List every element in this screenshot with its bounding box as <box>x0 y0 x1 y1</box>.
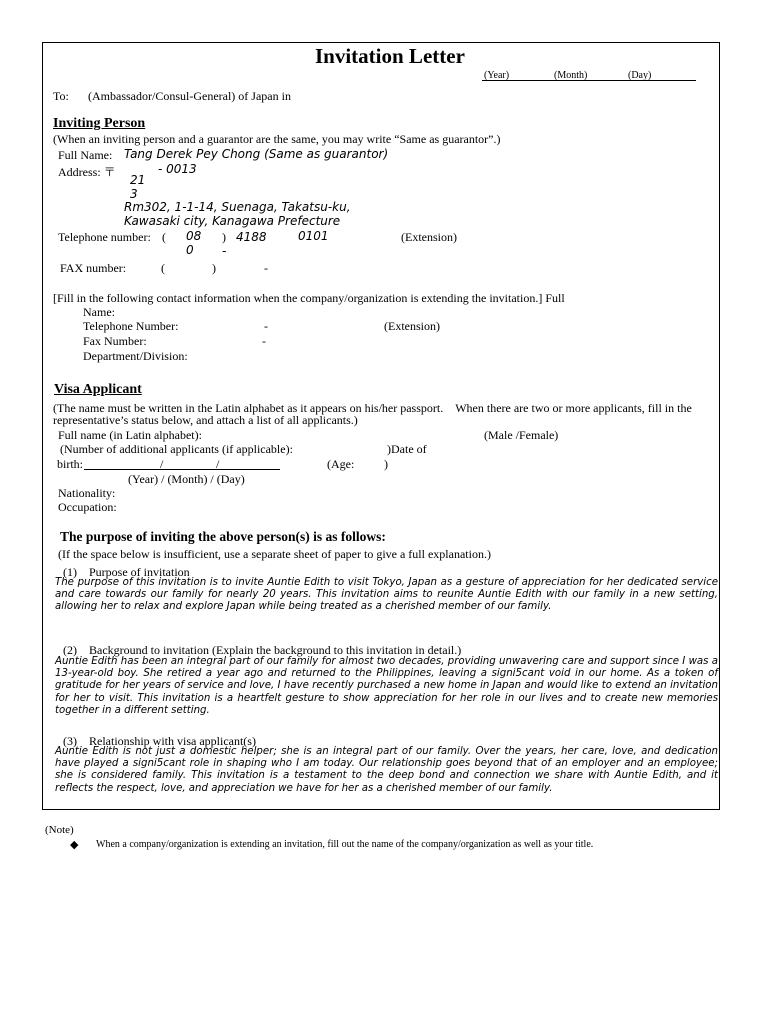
address-line-1[interactable]: Rm302, 1-1-14, Suenaga, Takatsu-ku, <box>124 200 351 214</box>
date-underline <box>482 80 696 81</box>
applicant-sex-label[interactable]: (Male /Female) <box>484 428 559 442</box>
purpose-heading: The purpose of inviting the above person(s) is as follows: <box>60 529 386 544</box>
fax-dash: - <box>264 261 268 275</box>
date-year-label: (Year) <box>484 70 510 81</box>
telephone-close-paren: ) <box>222 230 226 244</box>
to-label: To: <box>53 89 69 103</box>
fax-label: FAX number: <box>60 261 127 275</box>
visa-applicant-heading: Visa Applicant <box>54 382 142 397</box>
company-fax-label: Fax Number: <box>83 334 147 348</box>
birth-date-underline <box>84 469 280 470</box>
age-label: (Age: <box>327 457 355 471</box>
company-instruction: [Fill in the following contact information when the company/organization is extending the invitation.] Full <box>53 291 565 305</box>
company-fax-dash: - <box>262 334 266 348</box>
applicant-full-name-label: Full name (in Latin alphabet): <box>58 428 202 442</box>
postal-code-suffix[interactable]: - 0013 <box>158 162 197 176</box>
address-line-2[interactable]: Kawasaki city, Kanagawa Prefecture <box>124 214 341 228</box>
company-department-label: Department/Division: <box>83 349 188 363</box>
address-label: Address: 〒 <box>58 165 116 179</box>
purpose-item-3-text[interactable]: Auntie Edith is not just a domestic helper; she is an integral part of our family. Over the years, her care, love, and dedication have played a signi5cant role in shaping who I am today. Our relationship goes beyond that of an employer and an employee; she is considered family. This invitation is a testament to the deep bond and connection we share with Auntie Edith, and it reflects the respect, love, and appreciation we have for her as a cherished member of our family. <box>55 746 718 794</box>
nationality-label: Nationality: <box>58 486 116 500</box>
telephone-label: Telephone number: <box>58 230 151 244</box>
full-name-label: Full Name: <box>58 148 113 162</box>
full-name-value[interactable]: Tang Derek Pey Chong (Same as guarantor) <box>124 147 389 161</box>
postal-code-prefix-b[interactable]: 3 <box>130 187 138 201</box>
telephone-extension-label: (Extension) <box>401 230 457 244</box>
note-label: (Note) <box>45 824 74 836</box>
purpose-subnote: (If the space below is insufficient, use a separate sheet of paper to give a full explanation.) <box>58 547 491 561</box>
age-close: ) <box>384 457 388 471</box>
telephone-middle[interactable]: 4188 <box>236 230 267 244</box>
additional-applicants-close: )Date of <box>387 442 427 456</box>
company-telephone-dash: - <box>264 319 268 333</box>
birth-date-format: (Year) / (Month) / (Day) <box>128 472 245 486</box>
date-day-label: (Day) <box>628 70 652 81</box>
company-telephone-label: Telephone Number: <box>83 319 179 333</box>
visa-applicant-note-line-2: representative’s status below, and attach a list of all applicants.) <box>53 413 358 427</box>
purpose-item-1-text[interactable]: The purpose of this invitation is to invite Auntie Edith to visit Tokyo, Japan as a gesture of appreciation for her dedicated service and care towards our family for nearly 20 years. This invitation aims to reunite Auntie Edith with our family in a new setting, allowing her to relax and explore Japan while being treated as a cherished member of our family. <box>55 577 718 613</box>
page-title: Invitation Letter <box>315 44 465 68</box>
fax-open-paren: ( <box>161 261 165 275</box>
inviting-person-note: (When an inviting person and a guarantor are the same, you may write “Same as guarantor”.) <box>53 132 501 146</box>
telephone-open-paren: ( <box>162 230 166 244</box>
telephone-area-code-a[interactable]: 08 <box>186 229 202 243</box>
telephone-last[interactable]: 0101 <box>298 229 329 243</box>
purpose-item-2-label: (2) Background to invitation (Explain the background to this invitation in detail.) <box>63 643 462 657</box>
to-recipient: (Ambassador/Consul-General) of Japan in <box>88 89 291 103</box>
date-month-label: (Month) <box>554 70 588 81</box>
postal-code-prefix-a[interactable]: 21 <box>130 173 146 187</box>
note-bullet-icon: ◆ <box>70 839 79 851</box>
telephone-area-code-b[interactable]: 0 <box>186 243 194 257</box>
purpose-item-3-label: (3) Relationship with visa applicant(s) <box>63 734 256 748</box>
company-name-label: Name: <box>83 305 115 319</box>
telephone-dash: - <box>222 244 227 258</box>
purpose-item-1-label: (1) Purpose of invitation <box>63 565 190 579</box>
birth-label: birth: <box>57 457 83 471</box>
visa-applicant-note-line-1: (The name must be written in the Latin alphabet as it appears on his/her passport. When there are two or more applicants, fill in the <box>53 401 692 415</box>
purpose-item-2-text[interactable]: Auntie Edith has been an integral part of our family for almost two decades, providing unwavering care and support since I was a 13-year-old boy. She retired a year ago and returned to the Philippines, leaving a signi5cant void in our home. As a token of gratitude for her years of service and love, I have recently purchased a new home in Japan and would like to extend an invitation for her to visit. This invitation is a heartfelt gesture to show appreciation for her role in our lives and to create new memories together in a different setting. <box>55 656 718 716</box>
occupation-label: Occupation: <box>58 500 117 514</box>
birth-slash-2: / <box>216 457 220 471</box>
birth-slash-1: / <box>160 457 164 471</box>
additional-applicants-label: (Number of additional applicants (if applicable): <box>60 442 293 456</box>
company-extension-label: (Extension) <box>384 319 440 333</box>
fax-close-paren: ) <box>212 261 216 275</box>
note-text: When a company/organization is extending an invitation, fill out the name of the company/organization as well as your title. <box>96 839 594 850</box>
inviting-person-heading: Inviting Person <box>53 116 146 131</box>
